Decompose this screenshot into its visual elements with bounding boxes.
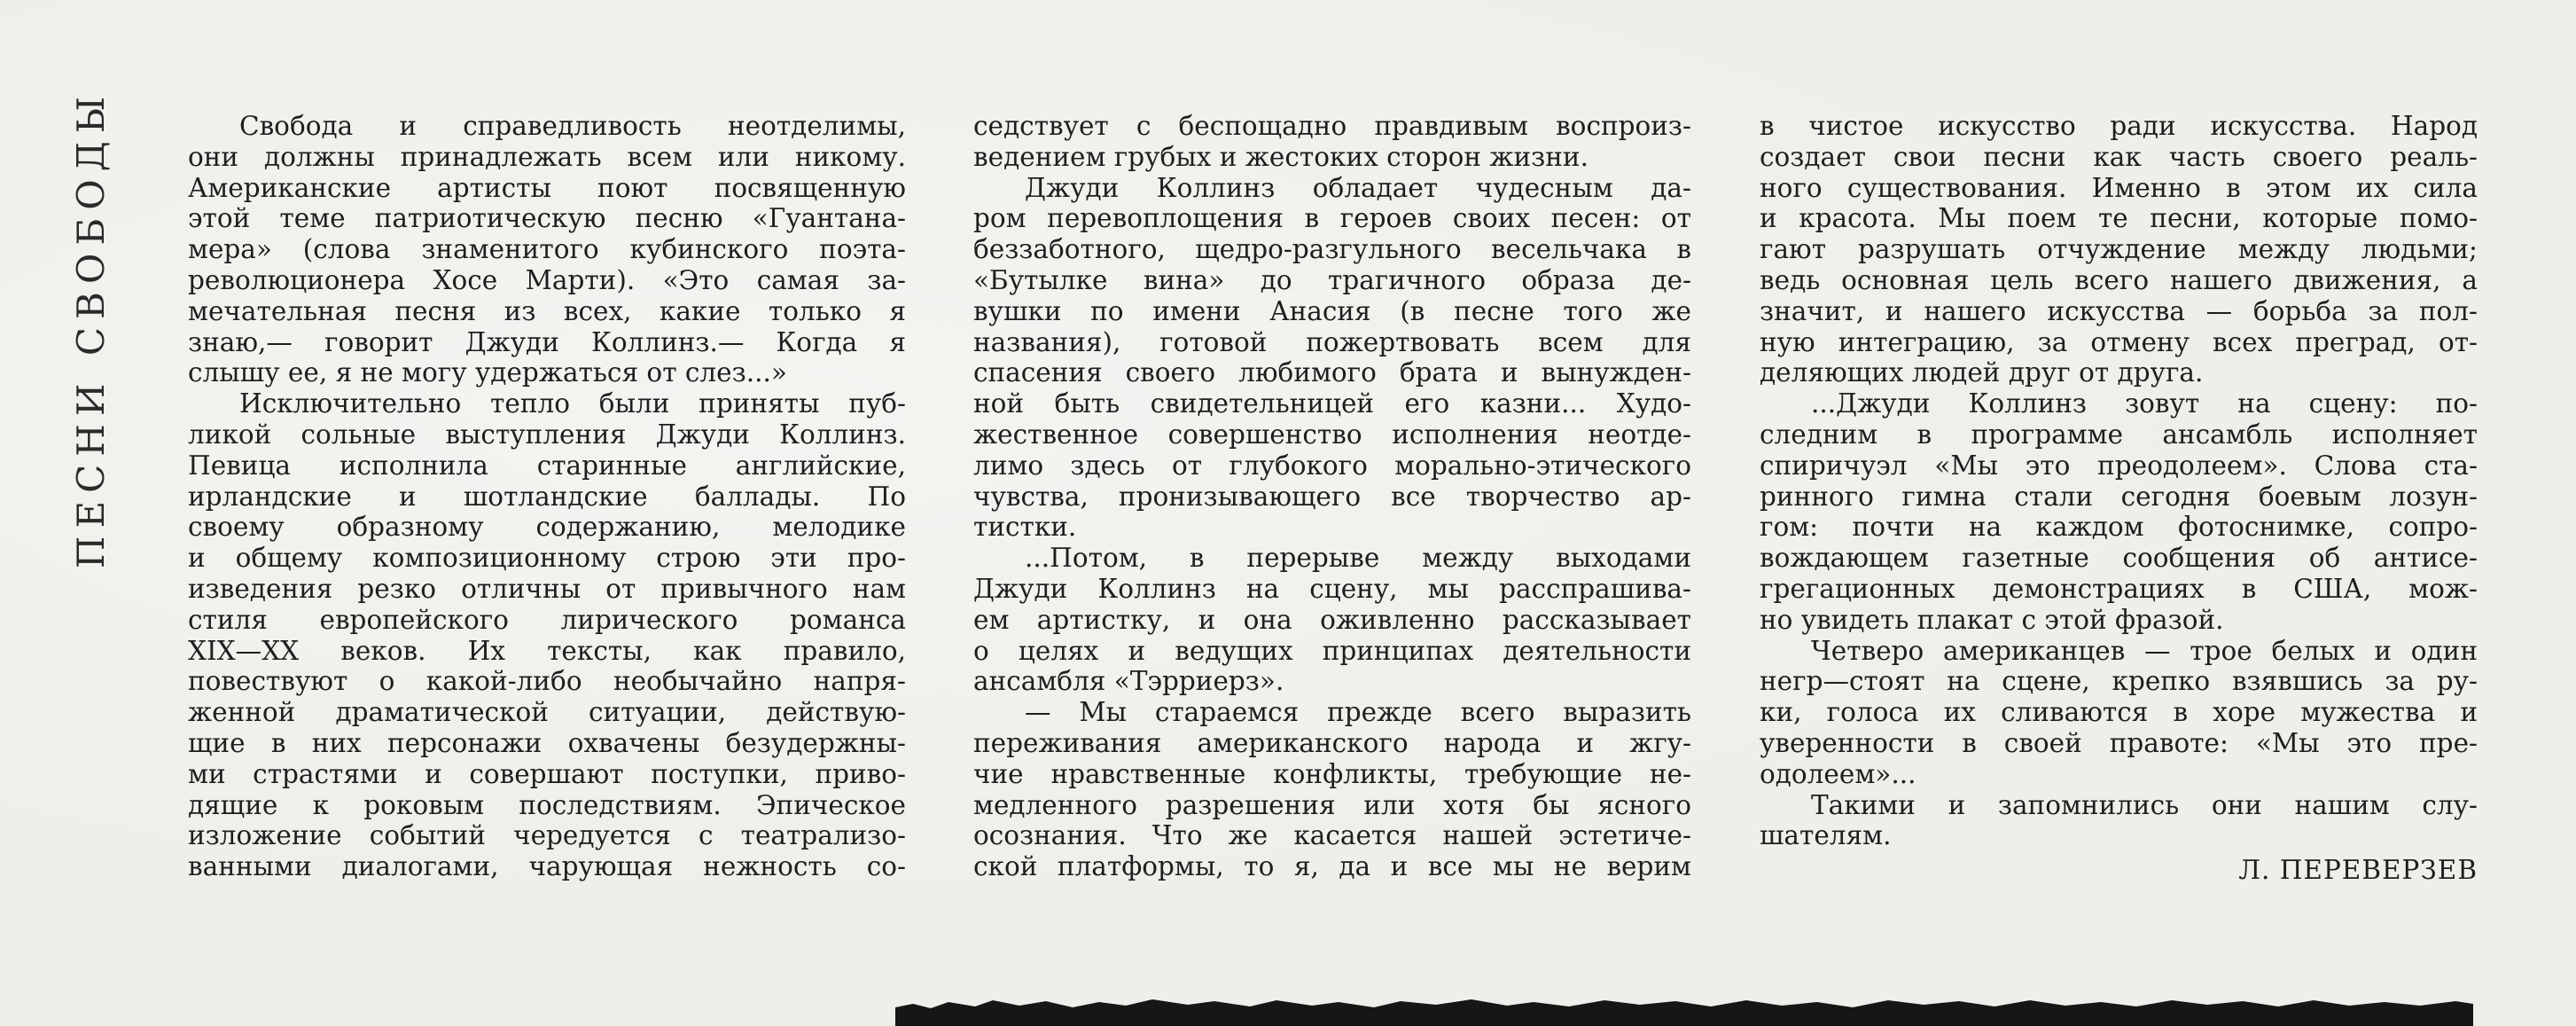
text-line: изложение событий чередуется с театрализо- xyxy=(188,820,906,851)
text-line: женной драматической ситуации, действую- xyxy=(188,697,906,728)
text-line: ной быть свидетельницей его казни... Худо- xyxy=(973,388,1691,419)
text-line: ведь основная цель всего нашего движения, а xyxy=(1760,264,2478,295)
text-line: щие в них персонажи охвачены безудержны- xyxy=(188,727,906,758)
text-line: значит, и нашего искусства — борьба за пол- xyxy=(1760,295,2478,326)
side-title-text: ПЕСНИ СВОБОДЫ xyxy=(69,88,113,568)
text-line: медленного разрешения или хотя бы ясного xyxy=(973,789,1691,820)
torn-edge-decoration xyxy=(895,995,2473,1026)
text-line: уверенности в своей правоте: «Мы это пре- xyxy=(1760,727,2478,758)
text-line: Американские артисты поют посвященную xyxy=(188,172,906,203)
text-line: беззаботного, щедро-разгульного весельчака в xyxy=(973,234,1691,265)
text-line: и красота. Мы поем те песни, которые помо- xyxy=(1760,203,2478,234)
text-column-1 xyxy=(188,111,906,882)
text-line: вушки по имени Анасия (в песне того же xyxy=(973,295,1691,326)
text-line: слышу ее, я не могу удержаться от слез...» xyxy=(188,357,787,388)
text-column-2 xyxy=(973,111,1691,882)
text-line: негр—стоят на сцене, крепко взявшись за ру- xyxy=(1760,666,2478,697)
text-line: стиля европейского лирического романса xyxy=(188,604,906,635)
text-line: жественное совершенство исполнения неотде- xyxy=(973,419,1691,450)
text-line: своему образному содержанию, мелодике xyxy=(188,512,906,543)
text-line: ки, голоса их сливаются в хоре мужества и xyxy=(1760,697,2478,728)
torn-edge-shape xyxy=(895,999,2473,1026)
text-line: деляющих людей друг от друга. xyxy=(1760,357,2204,388)
text-line: — Мы стараемся прежде всего выразить xyxy=(1025,697,1691,728)
text-line: чие нравственные конфликты, требующие не- xyxy=(973,758,1691,789)
text-line: спасения своего любимого брата и вынужден- xyxy=(973,357,1691,388)
text-line: Четверо американцев — трое белых и один xyxy=(1811,635,2478,666)
text-line: ансамбля «Тэрриерз». xyxy=(973,666,1284,697)
text-line: седствует с беспощадно правдивым воспроиз- xyxy=(973,111,1691,141)
text-line: спиричуэл «Мы это преодолеем». Слова ста- xyxy=(1760,450,2478,481)
text-line: XIX—XX веков. Их тексты, как правило, xyxy=(188,635,906,666)
text-line: ...Потом, в перерыве между выходами xyxy=(1025,543,1691,574)
text-line: Свобода и справедливость неотделимы, xyxy=(239,111,906,141)
text-line: мечательная песня из всех, какие только я xyxy=(188,295,906,326)
author-signature: Л. ПЕРЕВЕРЗЕВ xyxy=(2238,855,2478,886)
text-line: ного существования. Именно в этом их сила xyxy=(1760,172,2478,203)
text-line: грегационных демонстрациях в США, мож- xyxy=(1760,573,2478,604)
text-line: Такими и запомнились они нашим слу- xyxy=(1811,789,2478,820)
text-line: одолеем»... xyxy=(1760,758,1916,789)
text-line: ем артистку, и она оживленно рассказывает xyxy=(973,604,1691,635)
text-line: этой теме патриотическую песню «Гуантана- xyxy=(188,203,906,234)
text-line: но увидеть плакат с этой фразой. xyxy=(1760,604,2224,635)
text-line: ринного гимна стали сегодня боевым лозун- xyxy=(1760,481,2478,512)
text-line: гом: почти на каждом фотоснимке, сопро- xyxy=(1760,512,2478,543)
text-line: знаю,— говорит Джуди Коллинз.— Когда я xyxy=(188,326,906,357)
text-line: тистки. xyxy=(973,512,1077,543)
text-line: Джуди Коллинз на сцену, мы расспрашива- xyxy=(973,573,1691,604)
text-line: лимо здесь от глубокого морально-этического xyxy=(973,450,1691,481)
side-title xyxy=(51,88,131,568)
text-line: вождающем газетные сообщения об антисе- xyxy=(1760,543,2478,574)
text-line: следним в программе ансамбль исполняет xyxy=(1760,419,2478,450)
text-line: названия), готовой пожертвовать всем для xyxy=(973,326,1691,357)
text-line: ликой сольные выступления Джуди Коллинз. xyxy=(188,419,906,450)
text-line: Певица исполнила старинные английские, xyxy=(188,450,906,481)
text-line: ...Джуди Коллинз зовут на сцену: по- xyxy=(1811,388,2478,419)
text-line: повествуют о какой-либо необычайно напря- xyxy=(188,666,906,697)
text-line: и общему композиционному строю эти про- xyxy=(188,543,906,574)
text-line: дящие к роковым последствиям. Эпическое xyxy=(188,789,906,820)
text-line: ведением грубых и жестоких сторон жизни. xyxy=(973,141,1589,172)
text-line: гают разрушать отчуждение между людьми; xyxy=(1760,234,2478,265)
text-line: ром перевоплощения в героев своих песен: от xyxy=(973,203,1691,234)
text-line: чувства, пронизывающего все творчество ар- xyxy=(973,481,1691,512)
text-line: переживания американского народа и жгу- xyxy=(973,727,1691,758)
text-line: осознания. Что же касается нашей эстетиче- xyxy=(973,820,1691,851)
text-line: революционера Хосе Марти). «Это самая за- xyxy=(188,264,906,295)
text-line: «Бутылке вина» до трагичного образа де- xyxy=(973,264,1691,295)
text-line: ную интеграцию, за отмену всех преград, от- xyxy=(1760,326,2478,357)
text-line: ми страстями и совершают поступки, приво- xyxy=(188,758,906,789)
text-line: шателям. xyxy=(1760,820,1892,851)
text-line: в чистое искусство ради искусства. Народ xyxy=(1760,111,2478,141)
text-line: они должны принадлежать всем или никому. xyxy=(188,141,906,172)
text-line: ирландские и шотландские баллады. По xyxy=(188,481,906,512)
text-line: изведения резко отличны от привычного нам xyxy=(188,573,906,604)
text-line: о целях и ведущих принципах деятельности xyxy=(973,635,1691,666)
text-line: мера» (слова знаменитого кубинского поэта- xyxy=(188,234,906,265)
text-line: создает свои песни как часть своего реаль- xyxy=(1760,141,2478,172)
text-line: ской платформы, то я, да и все мы не верим xyxy=(973,851,1691,882)
text-line: ванными диалогами, чарующая нежность со- xyxy=(188,851,906,882)
text-line: Джуди Коллинз обладает чудесным да- xyxy=(1025,172,1691,203)
text-line: Исключительно тепло были приняты пуб- xyxy=(239,388,906,419)
text-column-3 xyxy=(1760,111,2478,886)
